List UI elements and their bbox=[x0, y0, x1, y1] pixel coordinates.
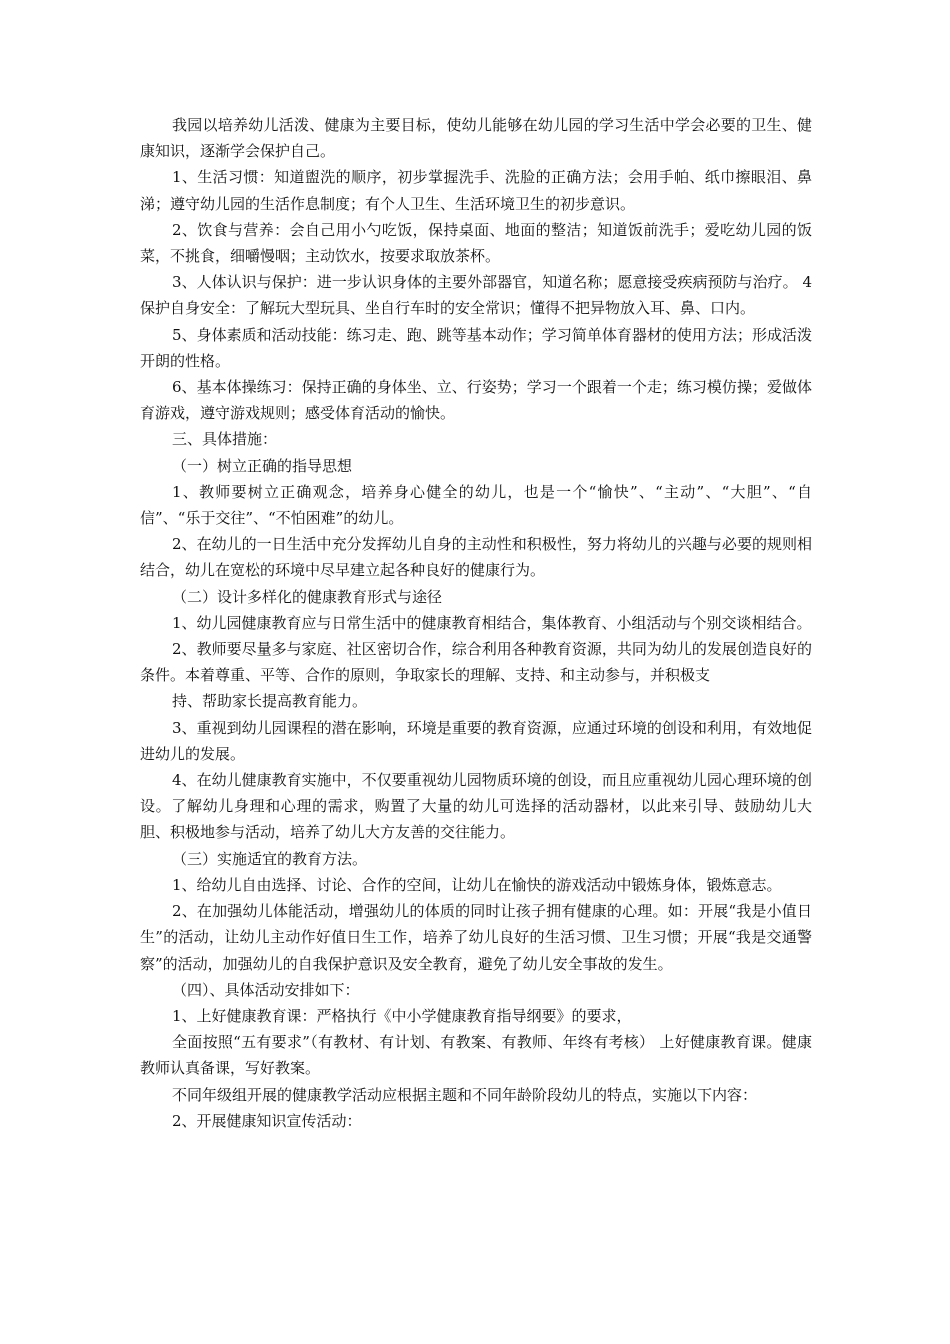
paragraph-support-parents: 持、帮助家长提高教育能力。 bbox=[172, 692, 368, 711]
paragraph-intro: 我园以培养幼儿活泼、健康为主要目标，使幼儿能够在幼儿园的学习生活中学会必要的卫生、健康知识，逐渐学会保护自己。 bbox=[140, 116, 812, 161]
subheading-activity-plan: （四）、具体活动安排如下： bbox=[172, 980, 360, 999]
paragraph-daily-life: 2、在幼儿的一日生活中充分发挥幼儿自身的主动性和积极性，努力将幼儿的兴趣与必要的规则相结合，幼儿在宽松的环境中尽早建立起各种良好的健康行为。 bbox=[140, 535, 812, 580]
paragraph-body-protection: 3、人体认识与保护：进一步认识身体的主要外部器官，知道名称；愿意接受疾病预防与治疗。 4 保护自身安全：了解玩大型玩具、坐自行车时的安全常识；懂得不把异物放入耳、鼻、口内。 bbox=[140, 273, 812, 318]
paragraph-free-choice: 1、给幼儿自由选择、讨论、合作的空间，让幼儿在愉快的游戏活动中锻炼身体，锻炼意志。 bbox=[172, 875, 782, 894]
subheading-guiding-thought: （一）树立正确的指导思想 bbox=[172, 456, 353, 475]
paragraph-five-requirements: 全面按照“五有要求”（有教材、有计划、有教案、有教师、年终有考核） 上好健康教育课。健康教师认真备课，写好教案。 bbox=[140, 1033, 812, 1078]
paragraph-teacher-concept: 1、教师要树立正确观念，培养身心健全的幼儿，也是一个“愉快”、“主动”、“大胆”、“自信”、“乐于交往”、“不怕困难”的幼儿。 bbox=[140, 482, 812, 528]
paragraph-physical-activity: 2、在加强幼儿体能活动，增强幼儿的体质的同时让孩子拥有健康的心理。如：开展“我是小值日生”的活动，让幼儿主动作好值日生工作，培养了幼儿良好的生活习惯、卫生习惯；开展“我是交通警察”的活动，加强幼儿的自我保护意识及安全教育，避免了幼儿安全事故的发生。 bbox=[140, 902, 812, 973]
section-heading-measures: 三、具体措施： bbox=[172, 430, 278, 449]
document-body bbox=[140, 112, 812, 1134]
subheading-diverse-forms: （二）设计多样化的健康教育形式与途径 bbox=[172, 587, 443, 606]
paragraph-family-cooperation: 2、教师要尽量多与家庭、社区密切合作，综合利用各种教育资源，共同为幼儿的发展创造良好的条件。本着尊重、平等、合作的原则，争取家长的理解、支持、和主动参与，并积极支 bbox=[140, 640, 812, 685]
paragraph-diet-nutrition: 2、饮食与营养：会自己用小勺吃饭，保持桌面、地面的整洁；知道饭前洗手；爱吃幼儿园的饭菜，不挑食，细嚼慢咽；主动饮水，按要求取放茶杯。 bbox=[140, 220, 812, 266]
paragraph-publicity: 2、开展健康知识宣传活动： bbox=[172, 1111, 362, 1130]
paragraph-physical-skills: 5、身体素质和活动技能：练习走、跑、跳等基本动作；学习简单体育器材的使用方法；形成活泼开朗的性格。 bbox=[140, 325, 812, 370]
paragraph-environment: 4、在幼儿健康教育实施中，不仅要重视幼儿园物质环境的创设，而且应重视幼儿园心理环境的创设。了解幼儿身理和心理的需求，购置了大量的幼儿可选择的活动器材，以此来引导、鼓励幼儿大胆、积极地参与活动，培养了幼儿大方友善的交往能力。 bbox=[140, 771, 812, 842]
paragraph-health-class: 1、上好健康教育课：严格执行《中小学健康教育指导纲要》的要求， bbox=[172, 1006, 632, 1025]
paragraph-combine-education: 1、幼儿园健康教育应与日常生活中的健康教育相结合，集体教育、小组活动与个别交谈相结合。 bbox=[172, 613, 812, 632]
paragraph-curriculum-influence: 3、重视到幼儿园课程的潜在影响，环境是重要的教育资源，应通过环境的创设和利用，有效地促进幼儿的发展。 bbox=[140, 718, 812, 763]
paragraph-living-habits: 1、生活习惯：知道盥洗的顺序，初步掌握洗手、洗脸的正确方法；会用手帕、纸巾擦眼泪、鼻涕；遵守幼儿园的生活作息制度；有个人卫生、生活环境卫生的初步意识。 bbox=[140, 168, 812, 213]
paragraph-exercise: 6、基本体操练习：保持正确的身体坐、立、行姿势；学习一个跟着一个走；练习模仿操；爱做体育游戏，遵守游戏规则；感受体育活动的愉快。 bbox=[140, 378, 812, 423]
subheading-methods: （三）实施适宜的教育方法。 bbox=[172, 849, 368, 868]
paragraph-grade-groups: 不同年级组开展的健康教学活动应根据主题和不同年龄阶段幼儿的特点，实施以下内容： bbox=[172, 1085, 758, 1104]
